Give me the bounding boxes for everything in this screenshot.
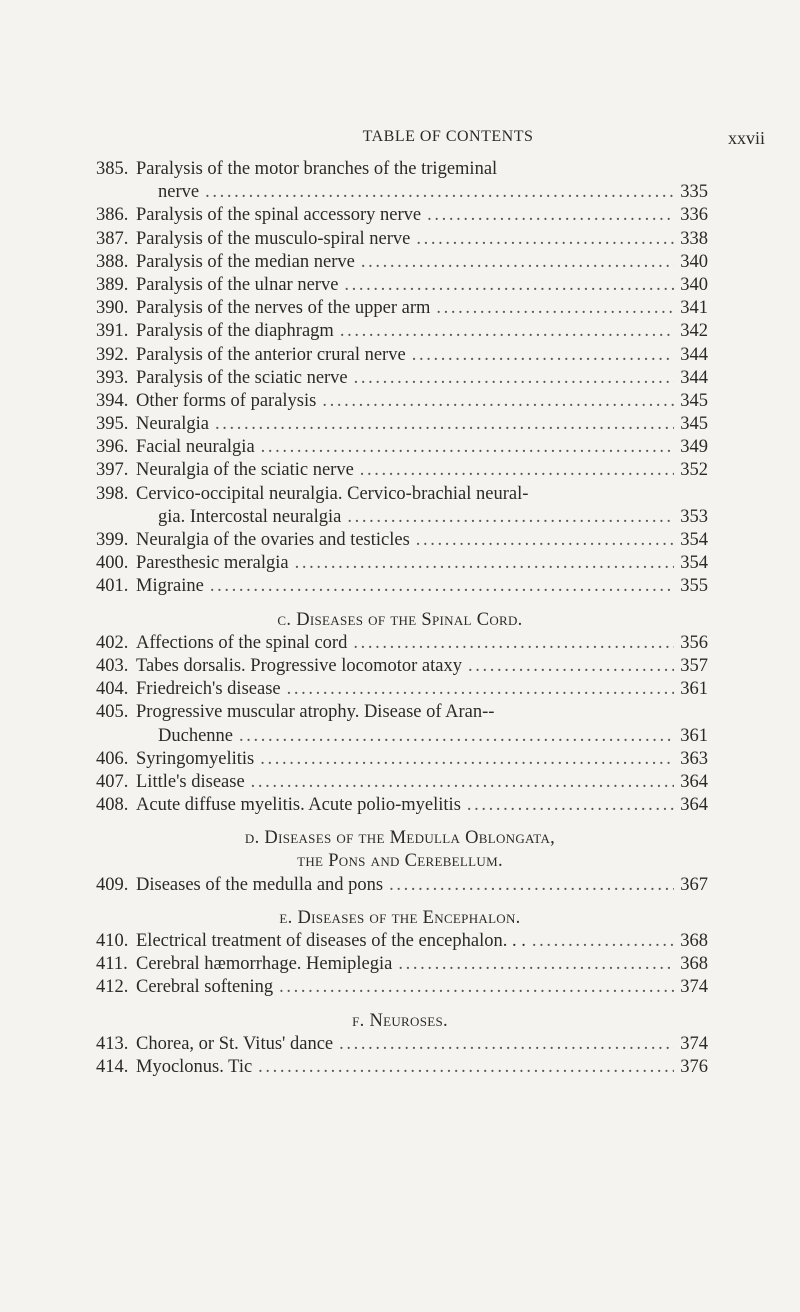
entry-page: 367	[680, 874, 708, 895]
entry-page: 357	[680, 655, 708, 676]
entry-number: 398.	[96, 483, 129, 504]
dot-leader	[353, 632, 674, 655]
entry-number: 400.	[96, 553, 129, 574]
toc-group-e	[0, 930, 800, 1000]
entry-title: Neuralgia	[136, 414, 209, 435]
dot-leader	[295, 552, 675, 575]
dot-leader	[436, 297, 674, 320]
toc-group-d	[0, 874, 800, 897]
entry-title-line	[136, 1056, 708, 1079]
toc-entry-continuation	[0, 506, 800, 529]
toc-entry	[0, 1056, 800, 1079]
entry-title: Paralysis of the musculo-spiral nerve	[136, 228, 411, 249]
entry-title: Tabes dorsalis. Progressive locomotor ataxy	[136, 655, 462, 676]
entry-title: Syringomyelitis	[136, 748, 255, 769]
entry-title: Little's disease	[136, 771, 245, 792]
entry-title-line	[136, 274, 708, 297]
toc-entry	[0, 874, 800, 897]
entry-number: 409.	[96, 874, 129, 895]
entry-title-line	[136, 251, 708, 274]
dot-leader	[347, 506, 674, 529]
toc-entry	[0, 158, 800, 181]
entry-number: 399.	[96, 530, 129, 550]
dot-leader	[260, 748, 674, 771]
entry-title-line	[136, 632, 708, 655]
entry-continuation-line	[158, 506, 708, 529]
entry-number: 394.	[96, 390, 129, 411]
toc-entry	[0, 794, 800, 817]
entry-number: 410.	[96, 931, 129, 951]
entry-title: Myoclonus. Tic	[136, 1056, 253, 1077]
toc-entry	[0, 930, 800, 953]
dot-leader	[416, 228, 674, 251]
entry-number: 401.	[96, 576, 129, 597]
entry-page: 336	[680, 205, 708, 226]
entry-title: Cerebral softening	[136, 977, 274, 998]
entry-page: 374	[680, 977, 708, 998]
entry-title: Affections of the spinal cord	[136, 632, 348, 653]
dot-leader	[261, 436, 675, 459]
entry-title-line	[136, 771, 708, 794]
entry-number: 408.	[96, 795, 129, 816]
entry-number: 404.	[96, 679, 129, 700]
entry-title-line	[136, 483, 708, 506]
entry-title: Cerebral hæmorrhage. Hemiplegia	[136, 954, 393, 975]
toc-entry	[0, 748, 800, 771]
section-heading-encephalon: e. Diseases of the Encephalon.	[279, 907, 521, 928]
toc-entry	[0, 367, 800, 390]
entry-continuation-line	[158, 725, 708, 748]
entry-title-line	[136, 748, 708, 771]
entry-number: 407.	[96, 771, 129, 792]
toc-entry	[0, 204, 800, 227]
entry-page: 342	[680, 321, 708, 342]
toc-entry	[0, 274, 800, 297]
entry-title: Neuralgia of the sciatic nerve	[136, 460, 354, 481]
entry-title: Progressive muscular atrophy. Disease of Aran--	[136, 702, 495, 723]
entry-title-line	[136, 436, 708, 459]
entry-title-line	[136, 367, 708, 390]
entry-title-line	[136, 529, 708, 552]
toc-entry	[0, 953, 800, 976]
running-title: TABLE OF CONTENTS	[362, 128, 534, 145]
entry-title: Paralysis of the diaphragm	[136, 321, 334, 342]
entry-page: 344	[680, 344, 708, 365]
toc-entry	[0, 320, 800, 343]
entry-number: 406.	[96, 748, 129, 769]
entry-number: 390.	[96, 298, 129, 319]
entry-title: Other forms of paralysis	[136, 390, 317, 411]
entry-page: 354	[680, 530, 708, 550]
entry-title-continued: Duchenne	[158, 725, 233, 746]
entry-number: 393.	[96, 367, 129, 388]
entry-page: 335	[680, 182, 708, 203]
dot-leader	[258, 1056, 674, 1079]
entry-title-line	[136, 794, 708, 817]
toc-entry	[0, 976, 800, 999]
dot-leader	[339, 1033, 674, 1056]
toc-entry	[0, 413, 800, 436]
dot-leader	[344, 274, 674, 297]
table-of-contents	[0, 158, 800, 1079]
entry-title-line	[136, 228, 708, 251]
dot-leader	[427, 204, 674, 227]
entry-page: 363	[680, 748, 708, 769]
entry-title-line	[136, 297, 708, 320]
entry-title: Paralysis of the motor branches of the trigeminal	[136, 159, 498, 179]
entry-title-line	[136, 874, 708, 897]
entry-page: 353	[680, 506, 708, 527]
toc-entry	[0, 1033, 800, 1056]
toc-entry	[0, 483, 800, 506]
entry-page: 368	[680, 931, 708, 951]
entry-title-line	[136, 678, 708, 701]
entry-title-line	[136, 204, 708, 227]
entry-number: 411.	[96, 954, 128, 975]
dot-leader	[416, 529, 674, 552]
dot-leader	[389, 874, 674, 897]
dot-leader	[215, 413, 674, 436]
entry-title: Paralysis of the ulnar nerve	[136, 274, 339, 295]
entry-title-line	[136, 413, 708, 436]
entry-page: 354	[680, 553, 708, 574]
section-heading-neuroses: f. Neuroses.	[352, 1010, 448, 1031]
dot-leader	[210, 575, 674, 598]
entry-page: 345	[680, 390, 708, 411]
entry-title-line	[136, 930, 708, 953]
entry-number: 396.	[96, 437, 129, 458]
entry-title: Paralysis of the median nerve	[136, 251, 355, 272]
entry-title: Paralysis of the anterior crural nerve	[136, 344, 406, 365]
entry-title: Diseases of the medulla and pons	[136, 874, 384, 895]
entry-title-line	[136, 976, 708, 999]
entry-title: Paralysis of the sciatic nerve	[136, 367, 348, 388]
entry-title: Acute diffuse myelitis. Acute polio-myelitis	[136, 795, 461, 816]
entry-title-continued: nerve	[158, 182, 200, 203]
toc-entry	[0, 552, 800, 575]
page-header	[0, 128, 800, 150]
toc-entry-continuation	[0, 725, 800, 748]
dot-leader	[251, 771, 675, 794]
entry-title-line	[136, 320, 708, 343]
entry-title: Paralysis of the nerves of the upper arm	[136, 298, 431, 319]
dot-leader	[239, 725, 674, 748]
entry-title: Migraine	[136, 576, 204, 597]
entry-number: 414.	[96, 1056, 129, 1077]
entry-number: 403.	[96, 655, 129, 676]
entry-number: 397.	[96, 460, 129, 481]
entry-page: 361	[680, 725, 708, 746]
toc-entry	[0, 297, 800, 320]
entry-page: 356	[680, 632, 708, 653]
entry-title-line	[136, 1033, 708, 1056]
entry-page: 341	[680, 298, 708, 319]
entry-title-line	[136, 390, 708, 413]
entry-title-line	[136, 552, 708, 575]
entry-page: 368	[680, 954, 708, 975]
dot-leader	[467, 794, 674, 817]
entry-page: 361	[680, 679, 708, 700]
toc-entry	[0, 529, 800, 552]
toc-entry	[0, 655, 800, 678]
entry-page: 349	[680, 437, 708, 458]
toc-entry	[0, 575, 800, 598]
dot-leader	[360, 459, 674, 482]
toc-entry	[0, 251, 800, 274]
page-number: xxvii	[728, 128, 766, 148]
entry-number: 391.	[96, 321, 129, 342]
entry-title-line	[136, 655, 708, 678]
entry-page: 364	[680, 771, 708, 792]
entry-number: 413.	[96, 1033, 129, 1054]
entry-title-line	[136, 158, 708, 181]
entry-continuation-line	[158, 181, 708, 204]
entry-number: 387.	[96, 228, 129, 249]
entry-title: Friedreich's disease	[136, 679, 281, 700]
toc-entry	[0, 632, 800, 655]
entry-number: 412.	[96, 977, 129, 998]
entry-title: Paresthesic meralgia	[136, 553, 289, 574]
entry-page: 364	[680, 795, 708, 816]
entry-number: 392.	[96, 344, 129, 365]
dot-leader	[532, 930, 674, 953]
entry-title: Facial neuralgia	[136, 437, 255, 458]
section-heading-medulla: d. Diseases of the Medulla Oblongata,	[244, 828, 556, 849]
entry-title-line	[136, 575, 708, 598]
entry-page: 355	[680, 576, 708, 597]
dot-leader	[340, 320, 674, 343]
dot-leader	[279, 976, 674, 999]
toc-entry	[0, 701, 800, 724]
entry-page: 340	[680, 274, 708, 295]
entry-page: 345	[680, 414, 708, 435]
dot-leader	[205, 181, 674, 204]
entry-title-line	[136, 701, 708, 724]
entry-number: 405.	[96, 702, 129, 723]
entry-title: Cervico-occipital neuralgia. Cervico-brachial neural-	[136, 483, 529, 504]
toc-entry	[0, 344, 800, 367]
entry-title-line	[136, 459, 708, 482]
entry-number: 386.	[96, 205, 129, 226]
toc-entry-continuation	[0, 181, 800, 204]
entry-title: Chorea, or St. Vitus' dance	[136, 1033, 334, 1054]
toc-group-c	[0, 632, 800, 818]
entry-page: 344	[680, 367, 708, 388]
entry-title-continued: gia. Intercostal neuralgia	[158, 506, 342, 527]
dot-leader	[322, 390, 674, 413]
entry-title: Neuralgia of the ovaries and testicles	[136, 530, 410, 550]
toc-group-f	[0, 1033, 800, 1079]
dot-leader	[361, 251, 674, 274]
entry-title-line	[136, 344, 708, 367]
entry-number: 385.	[96, 159, 129, 179]
entry-page: 374	[680, 1033, 708, 1054]
entry-title: Electrical treatment of diseases of the encephalon. . .	[136, 931, 526, 951]
dot-leader	[287, 678, 675, 701]
entry-number: 395.	[96, 414, 129, 435]
dot-leader	[468, 655, 674, 678]
entry-number: 402.	[96, 632, 129, 653]
entry-title-line	[136, 953, 708, 976]
entry-page: 352	[680, 460, 708, 481]
dot-leader	[398, 953, 674, 976]
toc-entry	[0, 678, 800, 701]
dot-leader	[412, 344, 675, 367]
section-heading-medulla-line2: the Pons and Cerebellum.	[297, 851, 503, 872]
entry-page: 340	[680, 251, 708, 272]
entry-title: Paralysis of the spinal accessory nerve	[136, 205, 422, 226]
entry-number: 388.	[96, 251, 129, 272]
toc-entry	[0, 228, 800, 251]
entry-page: 376	[680, 1056, 708, 1077]
section-heading-spinal-cord: c. Diseases of the Spinal Cord.	[277, 609, 523, 630]
toc-entry	[0, 390, 800, 413]
toc-entry	[0, 771, 800, 794]
toc-entry	[0, 459, 800, 482]
dot-leader	[354, 367, 675, 390]
toc-group-b-continued	[0, 158, 800, 599]
entry-page: 338	[680, 228, 708, 249]
entry-number: 389.	[96, 274, 129, 295]
toc-entry	[0, 436, 800, 459]
